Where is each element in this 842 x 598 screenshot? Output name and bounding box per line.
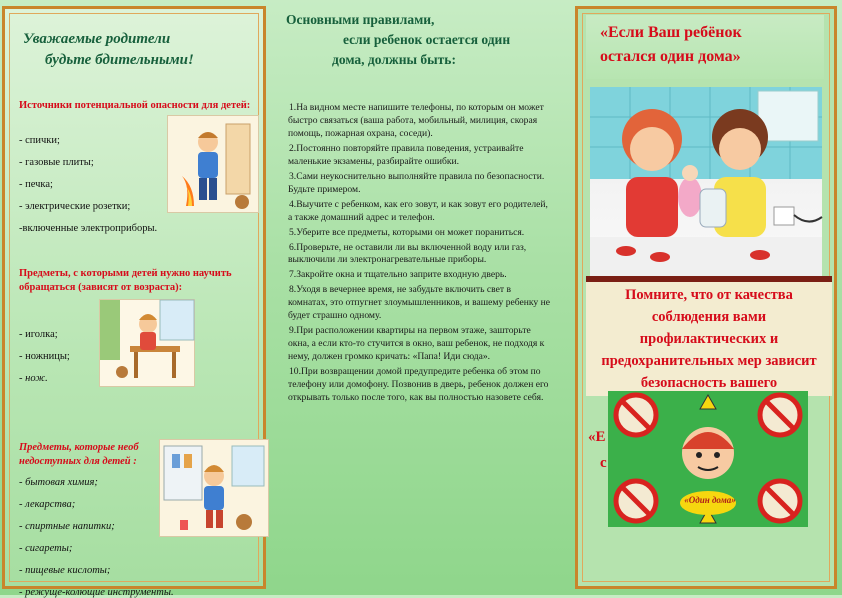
inaccessible-title-part-a: Предметы, которые необ xyxy=(19,442,139,453)
list-item: - режуще-колющие инструменты. xyxy=(19,587,174,598)
rule-item: 5.Уберите все предметы, которыми он может пораниться. xyxy=(289,226,525,238)
rule-item: 9.При расположении квартиры на первом этаже, зашторьте окна, а если кто-то стучится в окно, ваш ребенок, не подходя к нему, должен громко кричать: «Папа! Иди сюда». xyxy=(288,325,545,363)
home-alone-title xyxy=(586,15,824,79)
left-panel xyxy=(2,6,266,598)
list-item: - ножницы; xyxy=(19,351,70,362)
greeting-line-2: будьте бдительными! xyxy=(45,52,194,68)
home-alone-poster xyxy=(608,391,808,527)
boy-with-matches-illustration xyxy=(167,115,259,213)
rules-title-line-2: если ребенок остается один xyxy=(343,32,511,47)
rules-title-line-1: Основными правилами, xyxy=(286,12,435,27)
title-fragment-a: «Е xyxy=(588,429,606,445)
boy-with-chemicals-illustration xyxy=(159,439,269,537)
list-item: - сигареты; xyxy=(19,543,73,554)
list-item: - бытовая химия; xyxy=(19,477,98,488)
boy-chemicals-icon xyxy=(160,440,268,536)
rule-item: 3.Сами неукоснительно выполняйте правила по безопасности. Будьте примером. xyxy=(288,170,545,195)
prohibition-signs-icon xyxy=(608,391,808,527)
home-alone-title-line-2: остался один дома» xyxy=(600,48,741,65)
boy-scissors-icon xyxy=(100,300,194,386)
poster-label: «Один дома» xyxy=(684,495,736,505)
boy-fire-icon xyxy=(168,116,258,212)
title-fragment-b: с xyxy=(600,455,607,471)
list-item: - печка; xyxy=(19,179,53,190)
right-panel xyxy=(575,6,837,589)
home-alone-title-line-1: «Если Ваш ребёнок xyxy=(600,24,742,41)
girls-in-kitchen-illustration xyxy=(590,87,822,279)
list-item: - электрические розетки; xyxy=(19,201,131,212)
rules-title xyxy=(286,10,546,70)
rule-item: 7.Закройте окна и тщательно заприте входную дверь. xyxy=(289,269,507,281)
greeting-line-1: Уважаемые родители xyxy=(23,31,171,47)
teach-items-title: Предметы, с которыми детей нужно научить обращаться (зависят от возраста): xyxy=(19,268,232,293)
list-item: - спиртные напитки; xyxy=(19,521,115,532)
rule-item: 1.На видном месте напишите телефоны, по которым он может быстро связаться (ваша работа, мобильный, милиция, скорая помощь, пожарная охрана, соседи). xyxy=(288,102,544,139)
middle-panel xyxy=(280,10,555,585)
parents-greeting xyxy=(23,29,263,71)
list-item: - нож. xyxy=(19,373,48,384)
list-item: - иголка; xyxy=(19,329,58,340)
list-item: - газовые плиты; xyxy=(19,157,94,168)
list-item: - спички; xyxy=(19,135,60,146)
safety-note: Помните, что от качества соблюдения вами профилактических и предохранительных мер зависит безопасность вашего xyxy=(586,276,832,396)
rule-item: 2.Постоянно повторяйте правила поведения, устраивайте маленькие экзамены, разбирайте ошибки. xyxy=(288,142,524,167)
rule-item: 6.Проверьте, не оставили ли вы включенной воду или газ, выключили ли электронагревательные приборы. xyxy=(288,241,527,266)
rules-title-line-3: дома, должны быть: xyxy=(332,52,456,67)
rules-list xyxy=(288,102,550,407)
danger-sources-title: Источники потенциальной опасности для детей: xyxy=(19,100,251,111)
list-item: - пищевые кислоты; xyxy=(19,565,111,576)
list-item: -включенные электроприборы. xyxy=(19,223,158,234)
list-item: - лекарства; xyxy=(19,499,76,510)
rule-item: 10.При возвращении домой предупредите ребенка об этом по телефону или домофону. Позвонив в дверь, ребенок должен его открывать только после того, как вы полностью назовете себя. xyxy=(288,366,549,404)
inaccessible-title-part-b: недоступных для детей : xyxy=(19,456,137,467)
rule-item: 8.Уходя в вечернее время, не забудьте включить свет в комнатах, это отпугнет злоумышленников, и вашему ребенку не будет страшно одному. xyxy=(288,284,551,322)
rule-item: 4.Выучите с ребенком, как его зовут, и как зовут его родителей, а также домашний адрес и телефон. xyxy=(288,198,548,223)
girls-kettle-icon xyxy=(590,87,822,279)
boy-with-scissors-illustration xyxy=(99,299,195,387)
